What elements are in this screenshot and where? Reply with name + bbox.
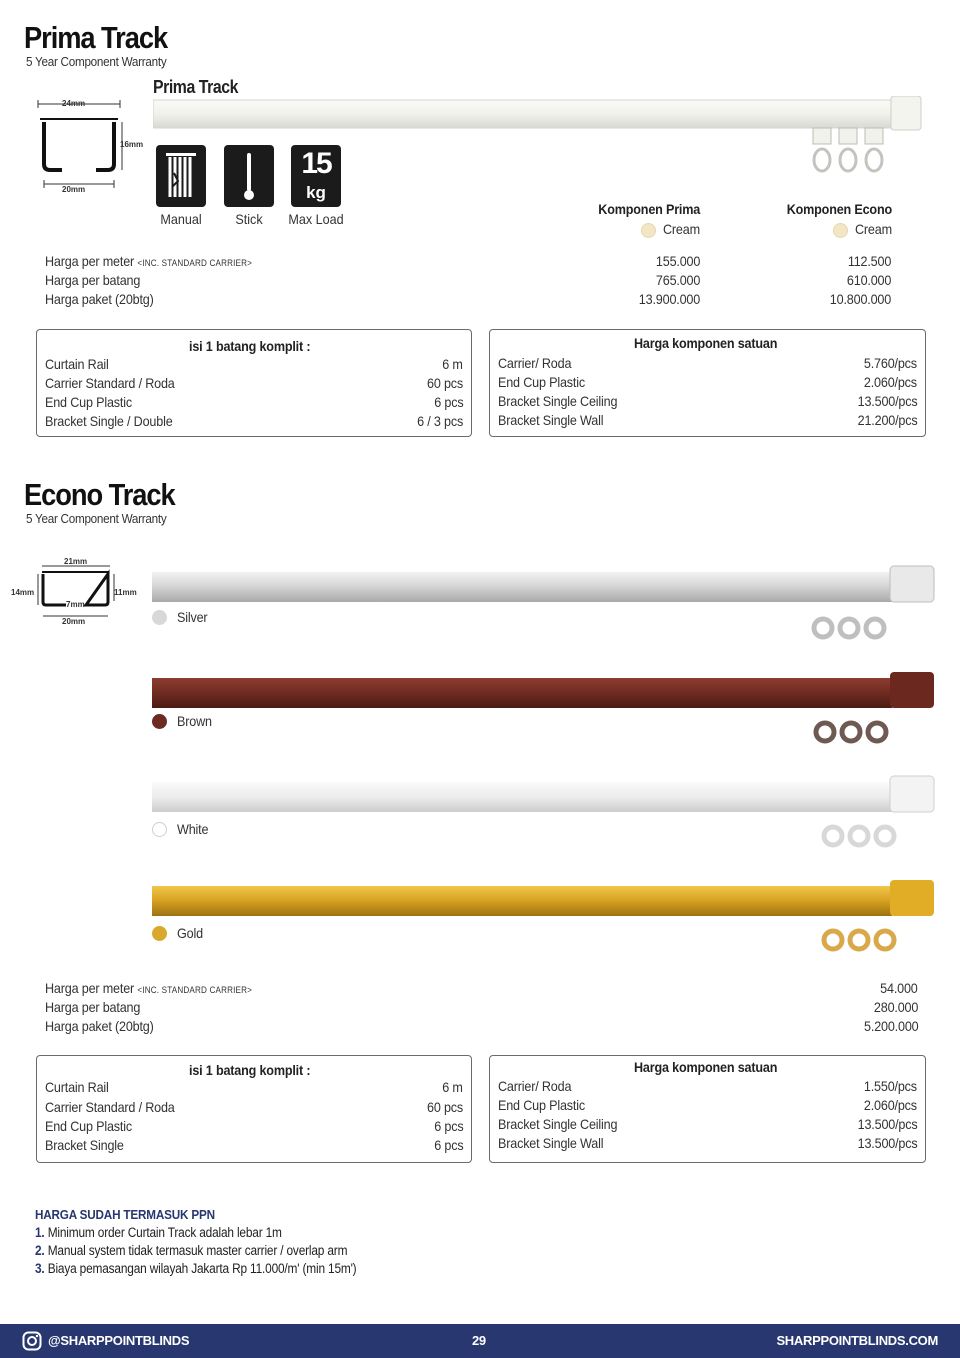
prima-komponen-title: Harga komponen satuan	[634, 335, 778, 351]
stick-icon	[224, 145, 274, 207]
econo-dim-inner: 7mm	[66, 600, 85, 609]
econo-price-label-meter	[45, 980, 252, 996]
cream-swatch-prima	[641, 223, 656, 238]
note-item: 2. Manual system tidak termasuk master carrier / overlap arm	[35, 1243, 348, 1258]
prima-isi-box	[36, 329, 472, 437]
prima-title: Prima Track	[24, 20, 168, 55]
list-item: End Cup Plastic 2.060/pcs	[498, 374, 917, 390]
white-label: White	[177, 821, 209, 837]
econo-silver-rail	[150, 564, 940, 644]
prima-isi-title: isi 1 batang komplit :	[189, 338, 311, 354]
econo-per-meter-note: <INC. STANDARD CARRIER>	[137, 985, 253, 995]
page-number: 29	[472, 1333, 486, 1348]
econo-price-label-batang: Harga per batang	[45, 999, 141, 1015]
manual-label: Manual	[160, 211, 202, 227]
brown-swatch	[152, 714, 167, 729]
prima-image-label: Prima Track	[153, 77, 238, 97]
econo-comp-price-meter: 112.500	[847, 253, 891, 269]
econo-isi-box	[36, 1055, 472, 1163]
prima-price-label-meter	[45, 253, 252, 269]
list-item: Bracket Single / Double 6 / 3 pcs	[45, 413, 463, 429]
prima-komponen-box	[489, 329, 926, 437]
notes-title: HARGA SUDAH TERMASUK PPN	[35, 1207, 215, 1222]
econo-price-batang: 280.000	[873, 999, 918, 1015]
col-prima-color: Cream	[663, 221, 700, 237]
white-swatch	[152, 822, 167, 837]
col-econo-color: Cream	[855, 221, 892, 237]
manual-curtain-icon	[156, 145, 206, 207]
list-item: Curtain Rail 6 m	[45, 1079, 463, 1095]
econo-comp-price-batang: 610.000	[846, 272, 891, 288]
prima-dim-side: 16mm	[120, 140, 144, 149]
max-load-number: 15	[301, 147, 331, 180]
col-econo-title: Komponen Econo	[786, 201, 892, 217]
prima-price-meter: 155.000	[655, 253, 700, 269]
list-item: Carrier Standard / Roda 60 pcs	[45, 375, 463, 391]
econo-dim-top: 21mm	[64, 557, 88, 566]
prima-price-paket: 13.900.000	[638, 291, 700, 307]
econo-dim-bottom: 20mm	[62, 617, 86, 626]
max-load-unit: kg	[306, 183, 326, 202]
instagram-handle[interactable]: @SHARPPOINTBLINDS	[48, 1333, 190, 1348]
list-item: Bracket Single Wall 21.200/pcs	[498, 412, 917, 428]
stick-label: Stick	[235, 211, 263, 227]
cream-swatch-econo	[833, 223, 848, 238]
econo-gold-rail	[150, 878, 940, 958]
prima-per-meter-note: <INC. STANDARD CARRIER>	[137, 258, 253, 268]
prima-per-meter-label: Harga per meter	[45, 253, 135, 269]
list-item: Carrier Standard / Roda 60 pcs	[45, 1099, 463, 1115]
econo-per-meter-label: Harga per meter	[45, 980, 135, 996]
note-item: 3. Biaya pemasangan wilayah Jakarta Rp 11.000/m' (min 15m')	[35, 1261, 357, 1276]
prima-price-batang: 765.000	[655, 272, 700, 288]
econo-comp-price-paket: 10.800.000	[829, 291, 891, 307]
silver-swatch	[152, 610, 167, 625]
prima-dim-top: 24mm	[62, 99, 86, 108]
list-item: End Cup Plastic 6 pcs	[45, 394, 463, 410]
list-item: Bracket Single 6 pcs	[45, 1137, 463, 1153]
max-load-label: Max Load	[288, 211, 344, 227]
econo-title: Econo Track	[24, 477, 175, 512]
prima-price-label-paket: Harga paket (20btg)	[45, 291, 154, 307]
max-load-icon	[291, 145, 341, 207]
econo-price-meter: 54.000	[880, 980, 918, 996]
econo-price-label-paket: Harga paket (20btg)	[45, 1018, 154, 1034]
prima-warranty: 5 Year Component Warranty	[26, 54, 167, 69]
gold-swatch	[152, 926, 167, 941]
econo-price-paket: 5.200.000	[863, 1018, 918, 1034]
econo-komponen-box	[489, 1055, 926, 1163]
instagram-icon[interactable]	[22, 1331, 42, 1351]
econo-brown-rail	[150, 670, 940, 750]
econo-white-rail	[150, 774, 940, 854]
col-prima-title: Komponen Prima	[598, 201, 700, 217]
econo-komponen-title: Harga komponen satuan	[634, 1059, 778, 1075]
prima-price-label-batang: Harga per batang	[45, 272, 141, 288]
econo-dim-right: 11mm	[114, 588, 137, 597]
brown-label: Brown	[177, 713, 212, 729]
econo-dim-left: 14mm	[11, 588, 35, 597]
website-link[interactable]: SHARPPOINTBLINDS.COM	[776, 1333, 938, 1348]
gold-label: Gold	[177, 925, 203, 941]
econo-warranty: 5 Year Component Warranty	[26, 511, 167, 526]
footer-bar	[0, 1324, 960, 1358]
list-item: Bracket Single Ceiling 13.500/pcs	[498, 393, 917, 409]
prima-dim-bottom: 20mm	[62, 185, 86, 194]
list-item: Bracket Single Ceiling 13.500/pcs	[498, 1116, 917, 1132]
list-item: Bracket Single Wall 13.500/pcs	[498, 1135, 917, 1151]
list-item: End Cup Plastic 2.060/pcs	[498, 1097, 917, 1113]
list-item: Carrier/ Roda 1.550/pcs	[498, 1078, 917, 1094]
list-item: Carrier/ Roda 5.760/pcs	[498, 355, 917, 371]
list-item: End Cup Plastic 6 pcs	[45, 1118, 463, 1134]
note-item: 1. Minimum order Curtain Track adalah lebar 1m	[35, 1225, 282, 1240]
silver-label: Silver	[177, 609, 208, 625]
list-item: Curtain Rail 6 m	[45, 356, 463, 372]
econo-isi-title: isi 1 batang komplit :	[189, 1062, 311, 1078]
